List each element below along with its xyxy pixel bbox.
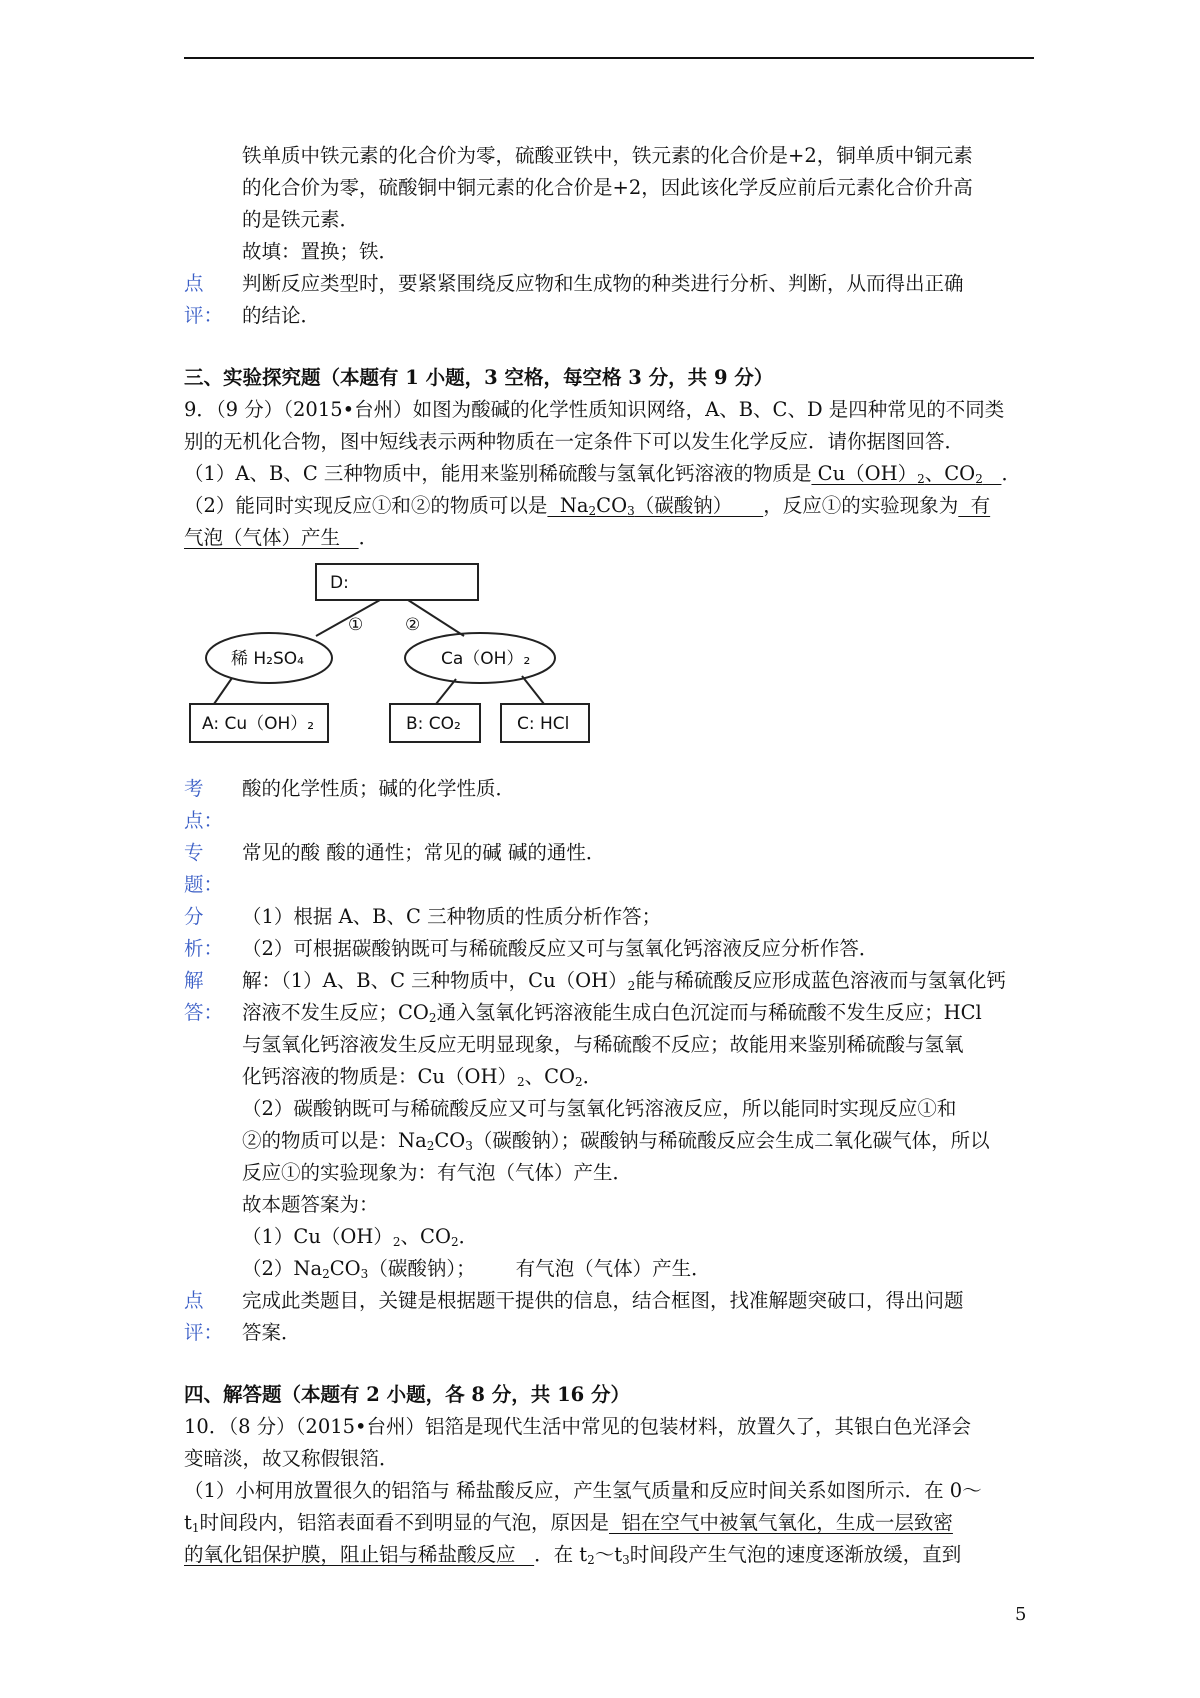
zhuanti-label: 专题： xyxy=(184,841,224,896)
q10-part1: $t_1$时间段内，铝箔表面看不到明显的气泡，原因是 铝在空气中被氧气氧化，生成一层致密 xyxy=(184,1511,953,1535)
link-b xyxy=(436,679,456,704)
jieda-label: 解答： xyxy=(184,969,224,1024)
page-content xyxy=(184,140,1034,1571)
jieda-text: 与氢氧化钙溶液发生反应无明显现象，与稀硫酸不反应；故能用来鉴别稀硫酸与氢氧 xyxy=(242,1033,964,1056)
link-a xyxy=(214,678,232,704)
q10-answer: 铝在空气中被氧气氧化，生成一层致密 xyxy=(609,1511,953,1534)
kaodian-label: 考点： xyxy=(184,777,224,832)
q9-part2: （2）能同时实现反应①和②的物质可以是 $Na_2CO_3$（碳酸钠） ，反应①的实验现象为 有 xyxy=(184,494,991,518)
q10-stem: 变暗淡，故又称假银箔． xyxy=(184,1447,399,1470)
q9-stem: 别的无机化合物，图中短线表示两种物质在一定条件下可以发生化学反应．请你据图回答． xyxy=(184,430,965,453)
q10-answer: 的氧化铝保护膜，阻止铝与稀盐酸反应 xyxy=(184,1543,535,1566)
comment-text: 的结论． xyxy=(242,304,321,327)
label-caoh2: Ca（OH）₂ xyxy=(441,649,531,669)
zhuanti-text: 常见的酸 酸的通性；常见的碱 碱的通性． xyxy=(242,841,606,864)
diagram-svg xyxy=(184,554,644,759)
q10-part1: （1）小柯用放置很久的铝箔与 稀盐酸反应，产生氢气质量和反应时间关系如图所示．在 0～ xyxy=(184,1479,982,1502)
fenxi-block xyxy=(184,901,1034,965)
solution-text: 铁单质中铁元素的化合价为零，硫酸亚铁中，铁元素的化合价是+2，铜单质中铜元素 xyxy=(242,144,973,167)
jieda-text: 溶液不发生反应；$CO_2$通入氢氧化钙溶液能生成白色沉淀而与稀硫酸不发生反应；HCl xyxy=(242,1001,982,1025)
jieda-text: ②的物质可以是：$Na_2CO_3$（碳酸钠）；碳酸钠与稀硫酸反应会生成二氧化碳气体，所以 xyxy=(242,1129,990,1153)
q9-part1: （1）A、B、C 三种物质中，能用来鉴别稀硫酸与氢氧化钙溶液的物质是 $Cu(OH)_2$、$CO_2$ ． xyxy=(184,462,1021,486)
jieda-text: 反应①的实验现象为：有气泡（气体）产生． xyxy=(242,1161,633,1184)
kaodian-text: 酸的化学性质；碱的化学性质． xyxy=(242,777,516,800)
page-number: 5 xyxy=(1015,1604,1027,1625)
comment-text: 答案． xyxy=(242,1321,301,1344)
zhuanti-block xyxy=(184,837,1034,901)
mark-2: ② xyxy=(405,615,421,635)
q9-stem: 9．（9 分）（2015•台州）如图为酸碱的化学性质知识网络，A、B、C、D 是四种常见的不同类 xyxy=(184,398,1005,421)
answer-fill: 故填：置换；铁． xyxy=(242,240,399,263)
section-4-heading: 四、解答题（本题有 2 小题，各 8 分，共 16 分） xyxy=(184,1383,631,1406)
comment-text: 完成此类题目，关键是根据题干提供的信息，结合框图，找准解题突破口，得出问题 xyxy=(242,1289,964,1312)
jieda-text: 故本题答案为： xyxy=(242,1193,379,1216)
label-a: A: Cu（OH）₂ xyxy=(202,714,315,734)
mark-1: ① xyxy=(348,615,364,635)
q9-answer-2: $Na_2CO_3$（碳酸钠） xyxy=(547,494,764,518)
link-c xyxy=(522,676,544,704)
label-c: C: HCl xyxy=(517,714,570,734)
solution-text: 的化合价为零，硫酸铜中铜元素的化合价是+2，因此该化学反应前后元素化合价升高 xyxy=(242,176,973,199)
label-b: B: CO₂ xyxy=(406,714,461,734)
q10-part1: 的氧化铝保护膜，阻止铝与稀盐酸反应 ．在 $t_2\sim t_3$时间段产生气泡的速度逐渐放缓，直到 xyxy=(184,1543,962,1567)
jieda-text: $(2)Na_2CO_3$（碳酸钠）； 有气泡（气体）产生． xyxy=(242,1257,711,1281)
solution-text: 的是铁元素． xyxy=(242,208,360,231)
jieda-text: （2）碳酸钠既可与稀硫酸反应又可与氢氧化钙溶液反应，所以能同时实现反应①和 xyxy=(242,1097,957,1120)
label-h2so4: 稀 H₂SO₄ xyxy=(231,649,304,669)
label-d: D: xyxy=(330,573,349,593)
q9-answer-3: 有 xyxy=(958,494,991,517)
kaodian-block xyxy=(184,773,1034,837)
comment-block-1 xyxy=(184,268,1034,332)
jieda-text: 化钙溶液的物质是：$Cu(OH)_2$、$CO_2$． xyxy=(242,1065,603,1089)
jieda-text: $(1)Cu(OH)_2$、$CO_2$． xyxy=(242,1225,479,1249)
acid-base-diagram xyxy=(184,554,644,759)
header-rule xyxy=(184,57,1034,59)
q10-stem: 10．（8 分）（2015•台州）铝箔是现代生活中常见的包装材料，放置久了，其银白色光泽会 xyxy=(184,1415,972,1438)
fenxi-text: （1）根据 A、B、C 三种物质的性质分析作答； xyxy=(242,905,662,928)
fenxi-text: （2）可根据碳酸钠既可与稀硫酸反应又可与氢氧化钙溶液反应分析作答． xyxy=(242,937,879,960)
comment-label: 点评： xyxy=(184,272,224,327)
q9-part2-cont: 气泡（气体）产生 ． xyxy=(184,526,379,549)
comment-label: 点评： xyxy=(184,1289,224,1344)
section-3-heading: 三、实验探究题（本题有 1 小题，3 空格，每空格 3 分，共 9 分） xyxy=(184,366,774,389)
q9-answer-1: $Cu(OH)_2$、$CO_2$ xyxy=(811,462,983,486)
fenxi-label: 分析： xyxy=(184,905,224,960)
jieda-block xyxy=(184,965,1034,1285)
comment-text: 判断反应类型时，要紧紧围绕反应物和生成物的种类进行分析、判断，从而得出正确 xyxy=(242,272,964,295)
comment-block-2 xyxy=(184,1285,1034,1349)
jieda-text: 解：（1）A、B、C 三种物质中，$Cu(OH)_2$能与稀硫酸反应形成蓝色溶液而与氢氧化钙 xyxy=(242,969,1006,993)
